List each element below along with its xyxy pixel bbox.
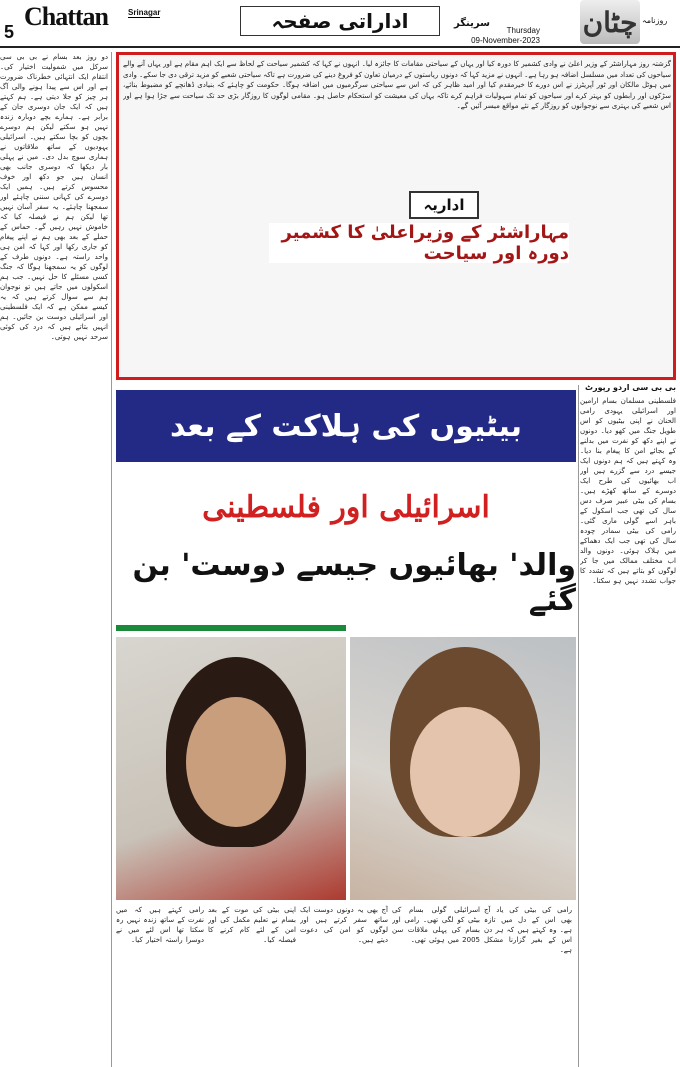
bottom-column-text: اسرائیلی گولی بسام کی بیٹی کو لگی تھی۔ رامی اور بسام کی پہلی ملاقات سن 2005 میں ہوئی تھی۔ bbox=[392, 906, 480, 944]
section-title-box bbox=[240, 6, 440, 36]
bottom-column-3 bbox=[300, 905, 388, 1065]
photo-girl-right bbox=[350, 637, 576, 900]
face-shape bbox=[410, 707, 520, 837]
editorial-body: گزشتہ روز مہاراشٹر کے وزیر اعلیٰ نے وادی کشمیر کا دورہ کیا اور یہاں کے سیاحتی مقامات کا جائزہ لیا۔ انہوں نے کہا کہ کشمیر سیاحت کے لحاظ سے ایک اہم مقام ہے اور یہاں آنے والے سیاحوں کی تعداد میں مسلسل اضافہ ہو رہا ہے۔ انہوں نے مزید کہا کہ دونوں ریاستوں کے درمیان تعاون کو فروغ دینے کی ضرورت ہے تاکہ سیاحتی شعبے کو مزید ترقی دی جا سکے۔ وادی میں ہوٹل مالکان اور ٹور آپریٹرز نے اس دورے کا خیرمقدم کیا اور امید ظاہر کی کہ اس سے سیاحتی سرگرمیوں میں اضافہ ہوگا۔ حکومت کو چاہئے کہ بنیادی ڈھانچے کو مضبوط بنائے، سڑکوں اور رابطوں کو بہتر کرے اور سیاحوں کو تمام سہولیات فراہم کرے تاکہ یہاں کی معیشت کو استحکام حاصل ہو۔ مقامی لوگوں کا روزگار بڑی حد تک سیاحت سے جڑا ہوا ہے اور اس شعبے کی بہتری سے نوجوانوں کو روزگار کے نئے مواقع میسر آئیں گے۔ bbox=[123, 60, 671, 110]
feature-black-heading: والد' بھائیوں جیسے دوست' بن گئے bbox=[132, 548, 576, 618]
column-divider bbox=[578, 385, 579, 1067]
left-column-text: دو روز بعد بسام نے بی بی سی سرکل میں شمولیت اختیار کی۔ انتقام ایک انتہائی خطرناک ضرورت ہے اور اس سے پیدا ہونے والی آگ ہر چیز کو جلا دیتی ہے۔ ہم کہتے ہیں کہ ایک جان دوسری جان کے برابر ہے۔ ہمارے بچے دوبارہ زندہ نہیں ہو سکتے لیکن ہم دوسرے بچوں کو بچا سکتے ہیں۔ اسرائیلی یہودیوں کے ساتھ ملاقاتوں نے ہماری سوچ بدل دی۔ میں نے پہلی بار دیکھا کہ دوسری جانب بھی انسان ہیں جو دکھ اور خوف محسوس کرتے ہیں۔ ہمیں ایک دوسرے کی کہانی سننی چاہئے اور سمجھنا چاہئے۔ یہ سفر آسان نہیں تھا لیکن ہم نے فیصلہ کیا کہ خاموش نہیں رہیں گے۔ حماس کے حملے کے بعد بھی ہم نے اپنے پیغام کو جاری رکھا اور کہا کہ امن ہی واحد راستہ ہے۔ دونوں طرف کے لوگوں کو یہ سمجھنا ہوگا کہ جنگ کسی مسئلے کا حل نہیں۔ جب ہم اسکولوں میں جاتے ہیں تو نوجوان ہم سے سوال کرتے ہیں کہ یہ کیسے ممکن ہے کہ ایک فلسطینی اور اسرائیلی دوست بن جائیں۔ ہم انہیں بتاتے ہیں کہ درد کی کوئی سرحد نہیں ہوتی۔ bbox=[0, 53, 108, 341]
brand-logo-ur: چٹان bbox=[580, 0, 640, 44]
bottom-column-text: رامی کہتے ہیں کہ میں نفرت کے ساتھ زندہ نہیں رہ سکتا تھا اس لئے میں نے دوسرا راستہ اختیار کیا۔ bbox=[116, 906, 204, 944]
feature-banner: بیٹیوں کی ہلاکت کے بعد bbox=[116, 390, 576, 462]
right-column-header: بی بی سی اردو رپورٹ bbox=[585, 383, 676, 392]
city-label-ur: سرینگر bbox=[454, 18, 490, 29]
issue-date: 09-November-2023 bbox=[471, 36, 540, 45]
divider-stripe bbox=[116, 625, 576, 631]
date-block bbox=[420, 26, 540, 46]
bottom-column-1 bbox=[116, 905, 204, 1065]
weekday: Thursday bbox=[506, 26, 540, 35]
bottom-column-text: آج بھی یہ دونوں دوست ایک ساتھ سفر کرتے ہیں اور لوگوں کو امن کی دعوت دیتے ہیں۔ bbox=[300, 906, 388, 944]
bottom-column-2 bbox=[208, 905, 296, 1065]
city-label-en: Srinagar bbox=[128, 8, 161, 17]
masthead bbox=[0, 0, 680, 48]
bottom-column-text: اپنی بیٹی کی موت کے بعد بسام نے تعلیم مکمل کی اور امن کے لئے کام کرنے کا فیصلہ کیا۔ bbox=[208, 906, 296, 944]
editorial-box bbox=[116, 52, 676, 380]
left-column-article bbox=[0, 52, 112, 1067]
right-column-article bbox=[580, 396, 676, 1066]
daily-label: روزنامہ bbox=[642, 16, 668, 25]
editorial-label: اداریہ bbox=[409, 191, 479, 219]
face-shape bbox=[186, 697, 286, 827]
bottom-column-5 bbox=[484, 905, 572, 1065]
bottom-column-4 bbox=[392, 905, 480, 1065]
feature-red-heading: اسرائیلی اور فلسطینی bbox=[202, 489, 490, 525]
editorial-headline: مہاراشٹر کے وزیراعلیٰ کا کشمیر دورہ اور سیاحت bbox=[269, 223, 569, 263]
bottom-column-text: رامی کی بیٹی کی یاد آج بھی اس کے دل میں تازہ ہے۔ وہ کہتے ہیں کہ ہر دن اس کے بغیر گزارنا مشکل ہے۔ bbox=[484, 906, 572, 954]
photo-girl-left bbox=[116, 637, 346, 900]
brand-logo-en: Chattan bbox=[24, 2, 109, 31]
right-column-text: فلسطینی مسلمان بسام ارامین اور اسرائیلی یہودی رامی الحنان نے اپنی بیٹیوں کو اس طویل جنگ میں کھو دیا۔ دونوں نے اپنے دکھ کو نفرت میں بدلنے کے بجائے امن کا پیغام بنا دیا۔ وہ کہتے ہیں کہ ہم دونوں ایک جیسے درد سے گزرے ہیں اور اب بھائیوں کی طرح ایک دوسرے کے ساتھ کھڑے ہیں۔ بسام کی بیٹی عبیر صرف دس سال کی تھی جب اسکول کے باہر اسے گولی ماری گئی۔ رامی کی بیٹی سمادر چودہ سال کی تھی جب ایک دھماکے میں ہلاک ہوئی۔ دونوں والد اب مختلف ممالک میں جا کر لوگوں کو بتاتے ہیں کہ تشدد کا جواب تشدد نہیں ہو سکتا۔ bbox=[580, 397, 676, 585]
feature-article bbox=[116, 385, 576, 905]
page-number: 5 bbox=[4, 22, 15, 42]
section-title: اداراتی صفحہ bbox=[271, 9, 409, 33]
